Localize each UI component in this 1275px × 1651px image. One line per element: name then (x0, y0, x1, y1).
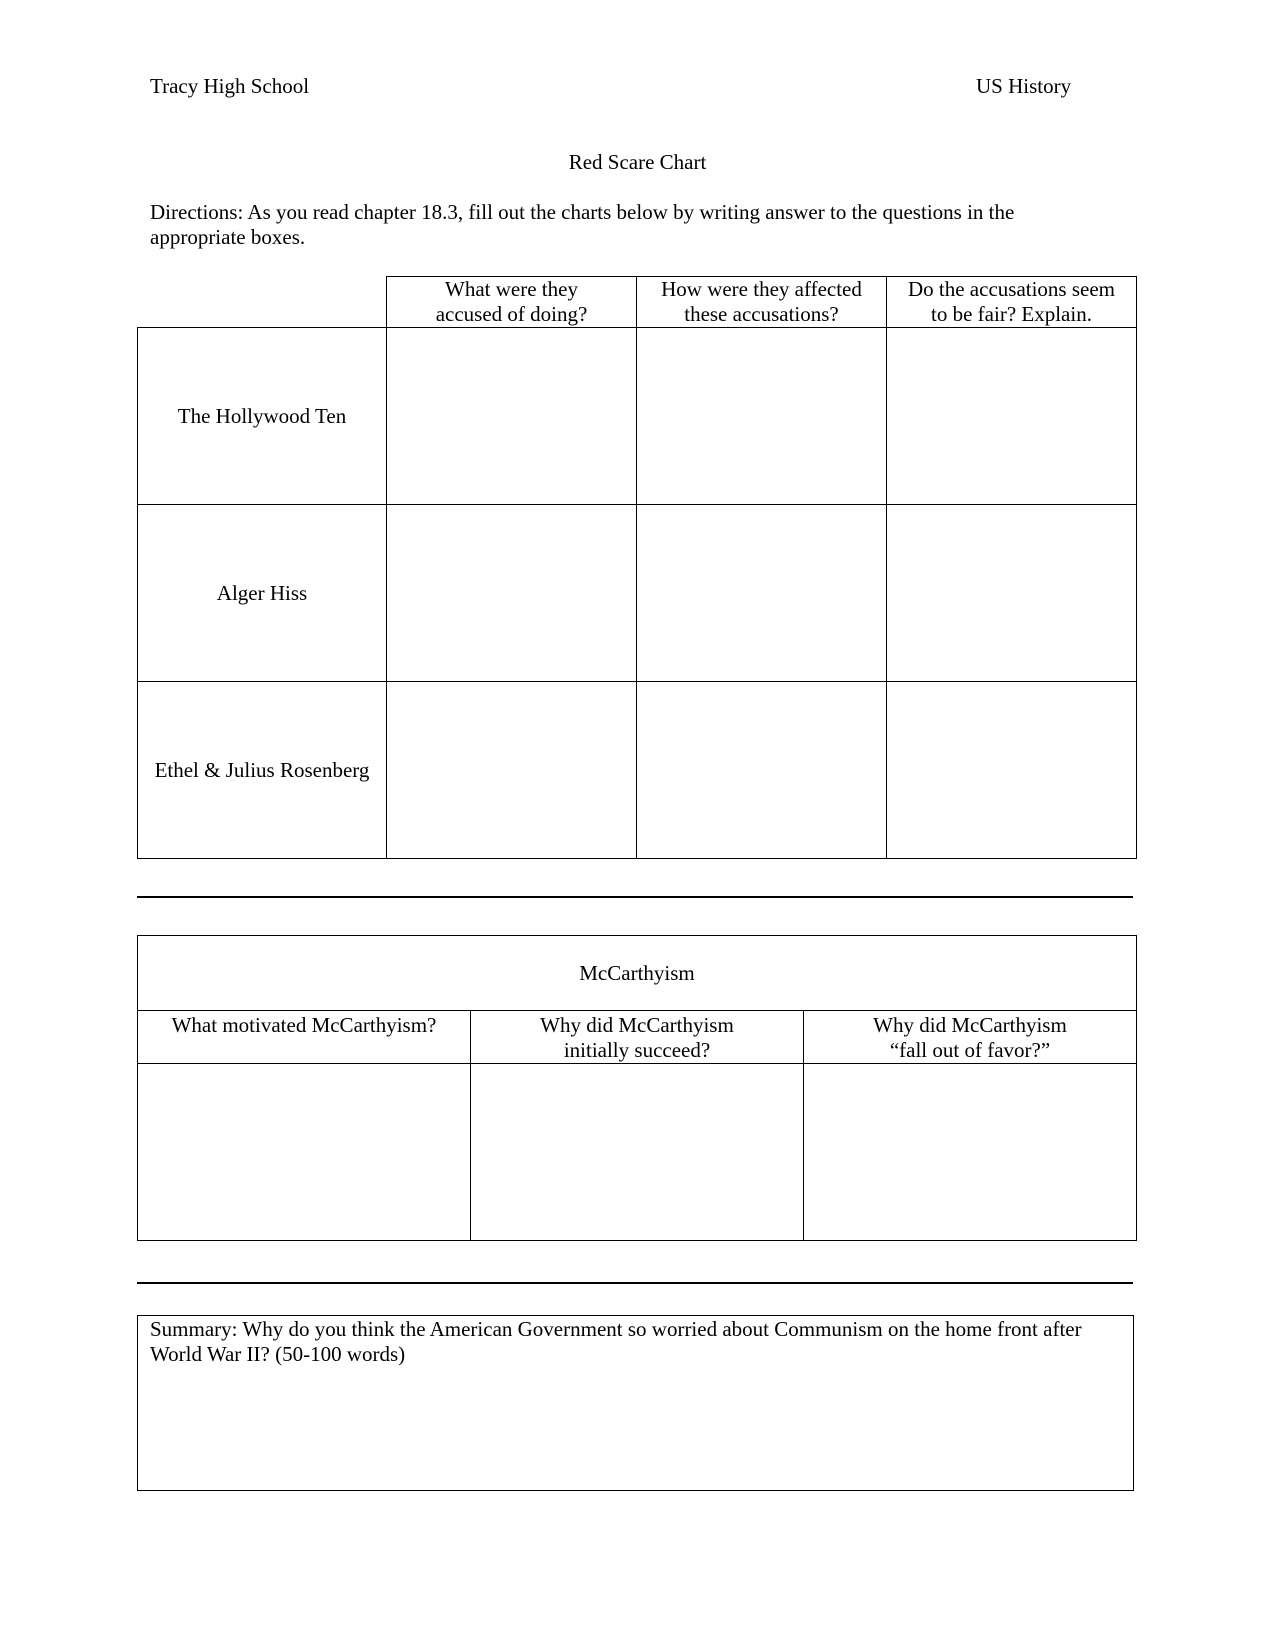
divider-line (137, 1282, 1133, 1284)
answer-cell[interactable] (887, 682, 1137, 859)
table-row (138, 328, 1137, 505)
answer-cell[interactable] (637, 328, 887, 505)
answer-cell[interactable] (637, 505, 887, 682)
table-title: McCarthyism (138, 936, 1137, 1011)
column-header-succeed: Why did McCarthyism initially succeed? (471, 1011, 804, 1064)
summary-box[interactable] (137, 1315, 1134, 1491)
column-header-motivated: What motivated McCarthyism? (138, 1011, 471, 1064)
page-title: Red Scare Chart (568, 150, 707, 174)
summary-prompt: Summary: Why do you think the American Government so worried about Communism on the home front after World War II? (50-100 words) (150, 1317, 1082, 1366)
column-header-fair: Do the accusations seem to be fair? Explain. (887, 277, 1137, 328)
accusations-table (137, 276, 1137, 859)
table-header-row (138, 277, 1137, 328)
table-title-row (138, 936, 1137, 1011)
answer-cell[interactable] (138, 1064, 471, 1241)
mccarthyism-table (137, 935, 1137, 1241)
row-label-rosenbergs: Ethel & Julius Rosenberg (138, 682, 387, 859)
column-header-fall-out: Why did McCarthyism “fall out of favor?” (804, 1011, 1137, 1064)
course-name: US History (976, 74, 1072, 98)
table-header-row (138, 1011, 1137, 1064)
answer-cell[interactable] (471, 1064, 804, 1241)
answer-cell[interactable] (387, 505, 637, 682)
column-header-affected: How were they affected these accusations? (637, 277, 887, 328)
table-row (138, 505, 1137, 682)
column-header-accused: What were they accused of doing? (387, 277, 637, 328)
school-name: Tracy High School (150, 74, 310, 98)
directions-text: Directions: As you read chapter 18.3, fill out the charts below by writing answer to the questions in the appropriate boxes. (150, 200, 1015, 249)
table-row (138, 1064, 1137, 1241)
row-label-hollywood-ten: The Hollywood Ten (138, 328, 387, 505)
answer-cell[interactable] (387, 328, 637, 505)
row-label-alger-hiss: Alger Hiss (138, 505, 387, 682)
answer-cell[interactable] (887, 505, 1137, 682)
table-row (138, 682, 1137, 859)
answer-cell[interactable] (637, 682, 887, 859)
answer-cell[interactable] (387, 682, 637, 859)
divider-line (137, 896, 1133, 898)
answer-cell[interactable] (887, 328, 1137, 505)
table-corner-cell (138, 277, 387, 328)
answer-cell[interactable] (804, 1064, 1137, 1241)
